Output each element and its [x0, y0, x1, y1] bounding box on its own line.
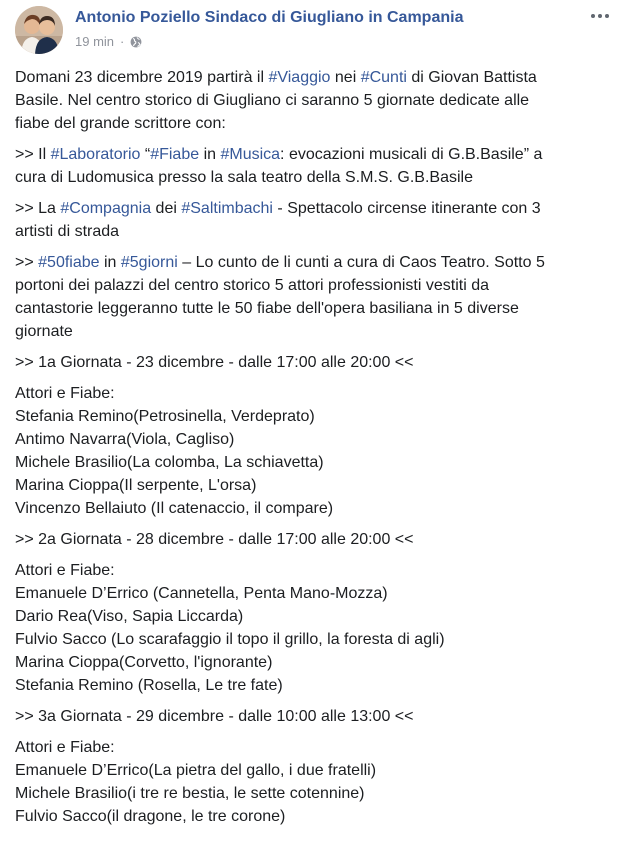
- more-options-icon[interactable]: [588, 8, 612, 24]
- hashtag-fiabe[interactable]: #Fiabe: [150, 146, 200, 163]
- text-span: >> La: [15, 200, 61, 217]
- post-author[interactable]: Antonio Poziello Sindaco di Giugliano in Campania: [75, 9, 464, 26]
- laboratorio-paragraph: [15, 143, 611, 189]
- avatar[interactable]: [15, 6, 63, 54]
- hashtag-laboratorio[interactable]: #Laboratorio: [50, 146, 141, 163]
- cast-item: Marina Cioppa(Corvetto, l'ignorante): [15, 654, 273, 671]
- globe-icon[interactable]: [130, 36, 142, 48]
- text-line: [15, 66, 611, 89]
- cast-item: Fulvio Sacco(il dragone, le tre corone): [15, 808, 286, 825]
- fiabe-paragraph: [15, 251, 611, 343]
- day2-heading: >> 2a Giornata - 28 dicembre - dalle 17:00 alle 20:00 <<: [15, 531, 414, 548]
- day2-heading-block: [15, 528, 611, 551]
- text-line: artisti di strada: [15, 223, 120, 240]
- text-span: : evocazioni musicali di G.B.Basile” a: [280, 146, 543, 163]
- text-span: dei: [151, 200, 182, 217]
- day1-cast: [15, 382, 611, 520]
- cast-item: Dario Rea(Viso, Sapia Liccarda): [15, 608, 244, 625]
- meta-separator: ·: [120, 34, 125, 49]
- text-span: nei: [330, 69, 361, 86]
- hashtag-cunti[interactable]: #Cunti: [360, 69, 407, 86]
- hashtag-50fiabe[interactable]: #50fiabe: [38, 254, 100, 271]
- day1-heading: >> 1a Giornata - 23 dicembre - dalle 17:00 alle 20:00 <<: [15, 354, 414, 371]
- post-header: [0, 0, 624, 62]
- cast-item: Stefania Remino (Rosella, Le tre fate): [15, 677, 283, 694]
- text-line: [15, 197, 611, 220]
- cast-title: Attori e Fiabe:: [15, 385, 115, 402]
- cast-item: Michele Brasilio(La colomba, La schiavetta): [15, 454, 324, 471]
- day3-heading-block: [15, 705, 611, 728]
- text-line: giornate: [15, 323, 73, 340]
- text-span: in: [199, 146, 221, 163]
- avatar-photo: [15, 6, 63, 54]
- text-line: [15, 143, 611, 166]
- text-span: “: [140, 146, 151, 163]
- text-span: – Lo cunto de li cunti a cura di Caos Teatro. Sotto 5: [177, 254, 545, 271]
- cast-title: Attori e Fiabe:: [15, 562, 115, 579]
- cast-item: Vincenzo Bellaiuto (Il catenaccio, il compare): [15, 500, 334, 517]
- text-span: di Giovan Battista: [406, 69, 537, 86]
- hashtag-viaggio[interactable]: #Viaggio: [268, 69, 331, 86]
- compagnia-paragraph: [15, 197, 611, 243]
- hashtag-musica[interactable]: #Musica: [220, 146, 281, 163]
- intro-paragraph: [15, 66, 611, 135]
- text-line: portoni dei palazzi del centro storico 5 attori professionisti vestiti da: [15, 277, 490, 294]
- hashtag-compagnia[interactable]: #Compagnia: [60, 200, 152, 217]
- cast-title: Attori e Fiabe:: [15, 739, 115, 756]
- text-span: >> Il: [15, 146, 51, 163]
- day3-cast: [15, 736, 611, 828]
- cast-item: Michele Brasilio(i tre re bestia, le sette cotennine): [15, 785, 365, 802]
- cast-item: Marina Cioppa(Il serpente, L'orsa): [15, 477, 257, 494]
- text-span: in: [99, 254, 121, 271]
- cast-item: Stefania Remino(Petrosinella, Verdeprato): [15, 408, 315, 425]
- text-line: Basile. Nel centro storico di Giugliano ci saranno 5 giornate dedicate alle: [15, 92, 530, 109]
- text-line: fiabe del grande scrittore con:: [15, 115, 226, 132]
- cast-item: Emanuele D’Errico(La pietra del gallo, i due fratelli): [15, 762, 377, 779]
- day3-heading: >> 3a Giornata - 29 dicembre - dalle 10:00 alle 13:00 <<: [15, 708, 414, 725]
- day1-heading-block: [15, 351, 611, 374]
- text-line: [15, 251, 611, 274]
- hashtag-saltimbachi[interactable]: #Saltimbachi: [181, 200, 273, 217]
- post-timestamp[interactable]: 19 min: [75, 34, 115, 49]
- cast-item: Fulvio Sacco (Lo scarafaggio il topo il grillo, la foresta di agli): [15, 631, 445, 648]
- cast-item: Emanuele D’Errico (Cannetella, Penta Mano-Mozza): [15, 585, 388, 602]
- post-body: [15, 66, 611, 836]
- text-span: >>: [15, 254, 39, 271]
- post-meta: [75, 34, 142, 49]
- text-line: cura di Ludomusica presso la sala teatro della S.M.S. G.B.Basile: [15, 169, 473, 186]
- text-span: Domani 23 dicembre 2019 partirà il: [15, 69, 269, 86]
- cast-item: Antimo Navarra(Viola, Cagliso): [15, 431, 235, 448]
- day2-cast: [15, 559, 611, 697]
- text-line: cantastorie leggeranno tutte le 50 fiabe dell'opera basiliana in 5 diverse: [15, 300, 519, 317]
- hashtag-5giorni[interactable]: #5giorni: [120, 254, 178, 271]
- text-span: - Spettacolo circense itinerante con 3: [272, 200, 541, 217]
